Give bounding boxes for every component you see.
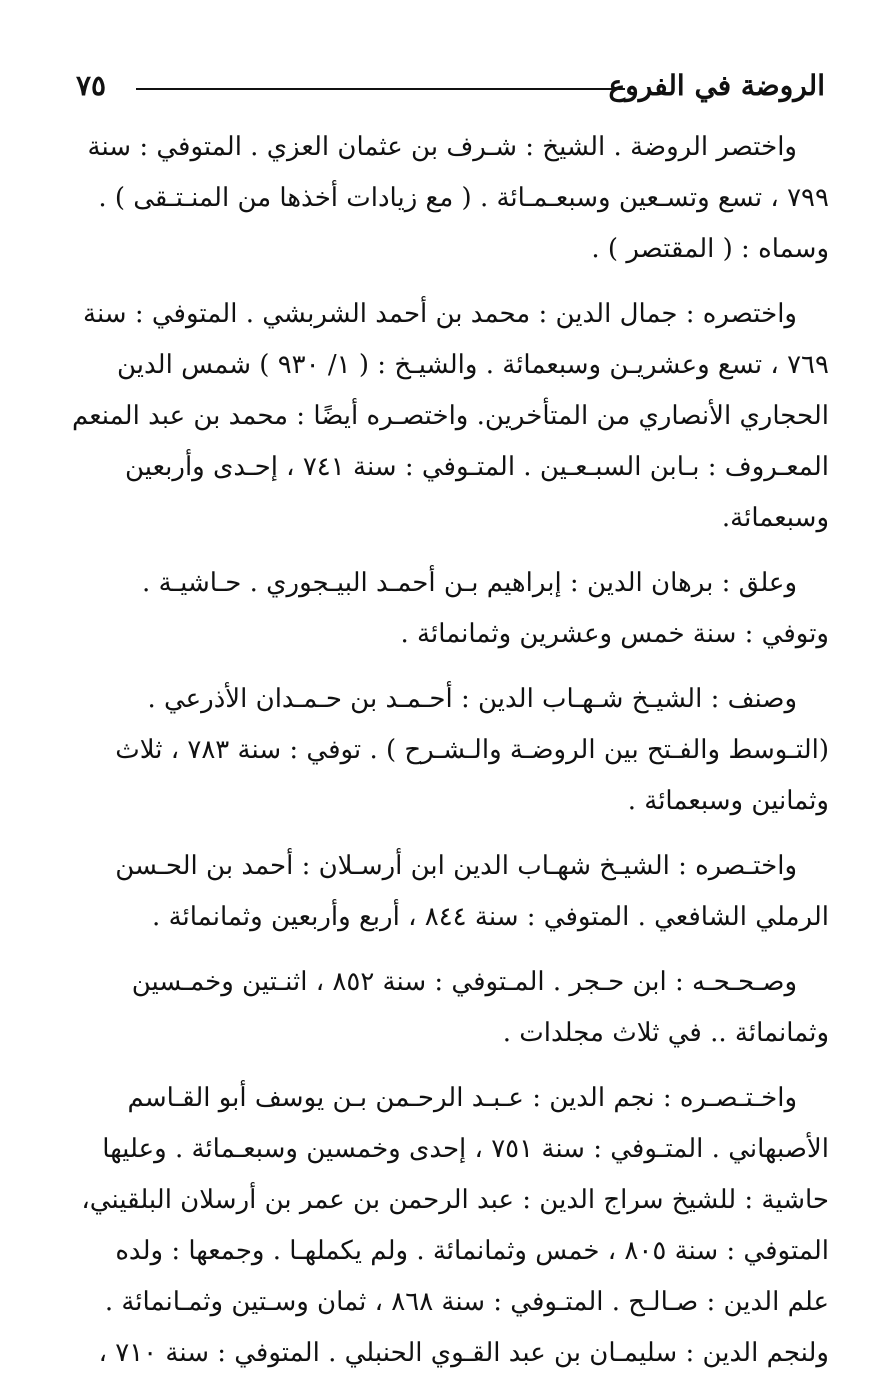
text-line: ٧٦٩ ، تسع وعشريـن وسبعمائة . والشيـخ : ( ١/ ٩٣٠ ) شمس الدين [116, 350, 829, 380]
text-line: المعـروف : بـابن السبـعـين . المتـوفي : سنة ٧٤١ ، إحـدى وأربعين [124, 452, 829, 482]
body-text [72, 122, 829, 1393]
text-line: وثمانين وسبعمائة . [627, 786, 829, 816]
text-line: واختصره : جمال الدين : محمد بن أحمد الشربشي . المتوفي : سنة [83, 299, 797, 329]
paragraph [72, 674, 829, 827]
text-line: المتوفي : سنة ٨٠٥ ، خمس وثمانمائة . ولم يكملهـا . وجمعها : ولده [115, 1236, 829, 1266]
text-line: الرملي الشافعي . المتوفي : سنة ٨٤٤ ، أربع وأربعين وثمانمائة . [152, 902, 829, 932]
paragraph [72, 122, 829, 275]
text-line: وعلق : برهان الدين : إبراهيم بـن أحمـد البيـجوري . حـاشيـة . [142, 568, 797, 598]
text-line: وسبعمائة. [721, 503, 829, 533]
header-rule [136, 88, 625, 90]
text-line: ولنجم الدين : سليمـان بن عبد القـوي الحنبلي . المتوفي : سنة ٧١٠ ، [98, 1338, 829, 1368]
text-line: واختـصره : الشيـخ شهـاب الدين ابن أرسـلان : أحمد بن الحـسن [115, 851, 797, 881]
text-line: وسماه : ( المقتصر ) . [591, 234, 829, 264]
text-line: وثمانمائة .. في ثلاث مجلدات . [502, 1018, 829, 1048]
text-line: حاشية : للشيخ سراج الدين : عبد الرحمن بن عمر بن أرسلان البلقيني، [81, 1185, 829, 1215]
page-number: ٧٥ [76, 69, 107, 102]
text-line: وتوفي : سنة خمس وعشرين وثمانمائة . [400, 619, 829, 649]
text-line: ٧٩٩ ، تسع وتسـعين وسبعـمـائة . ( مع زيادات أخذها من المنـتـقى ) . [98, 183, 829, 213]
text-line: وصـحـحـه : ابن حـجر . المـتوفي : سنة ٨٥٢ ، اثنـتين وخمـسين [131, 967, 797, 997]
paragraph [72, 841, 829, 943]
paragraph [72, 957, 829, 1059]
text-line: علم الدين : صـالـح . المتـوفي : سنة ٨٦٨ ، ثمان وسـتين وثمـانمائة . [104, 1287, 829, 1317]
text-line: واخـتـصـره : نجم الدين : عـبـد الرحـمن بـن يوسف أبو القـاسم [127, 1083, 797, 1113]
header-title: الروضة في الفروع [608, 69, 825, 102]
text-line: الحجاري الأنصاري من المتأخرين. واختصـره أيضًا : محمد بن عبد المنعم [72, 401, 829, 431]
text-line: (التـوسط والفـتح بين الروضـة والـشـرح ) . توفي : سنة ٧٨٣ ، ثلاث [115, 735, 829, 765]
paragraph [72, 1073, 829, 1379]
text-line: واختصر الروضة . الشيخ : شـرف بن عثمان العزي . المتوفي : سنة [87, 132, 797, 162]
paragraph [72, 289, 829, 544]
text-line: وصنف : الشيـخ شـهـاب الدين : أحـمـد بن حـمـدان الأذرعي . [147, 684, 797, 714]
running-header [76, 66, 825, 110]
text-line: الأصبهاني . المتـوفي : سنة ٧٥١ ، إحدى وخمسين وسبعـمائة . وعليها [102, 1134, 829, 1164]
paragraph [72, 558, 829, 660]
